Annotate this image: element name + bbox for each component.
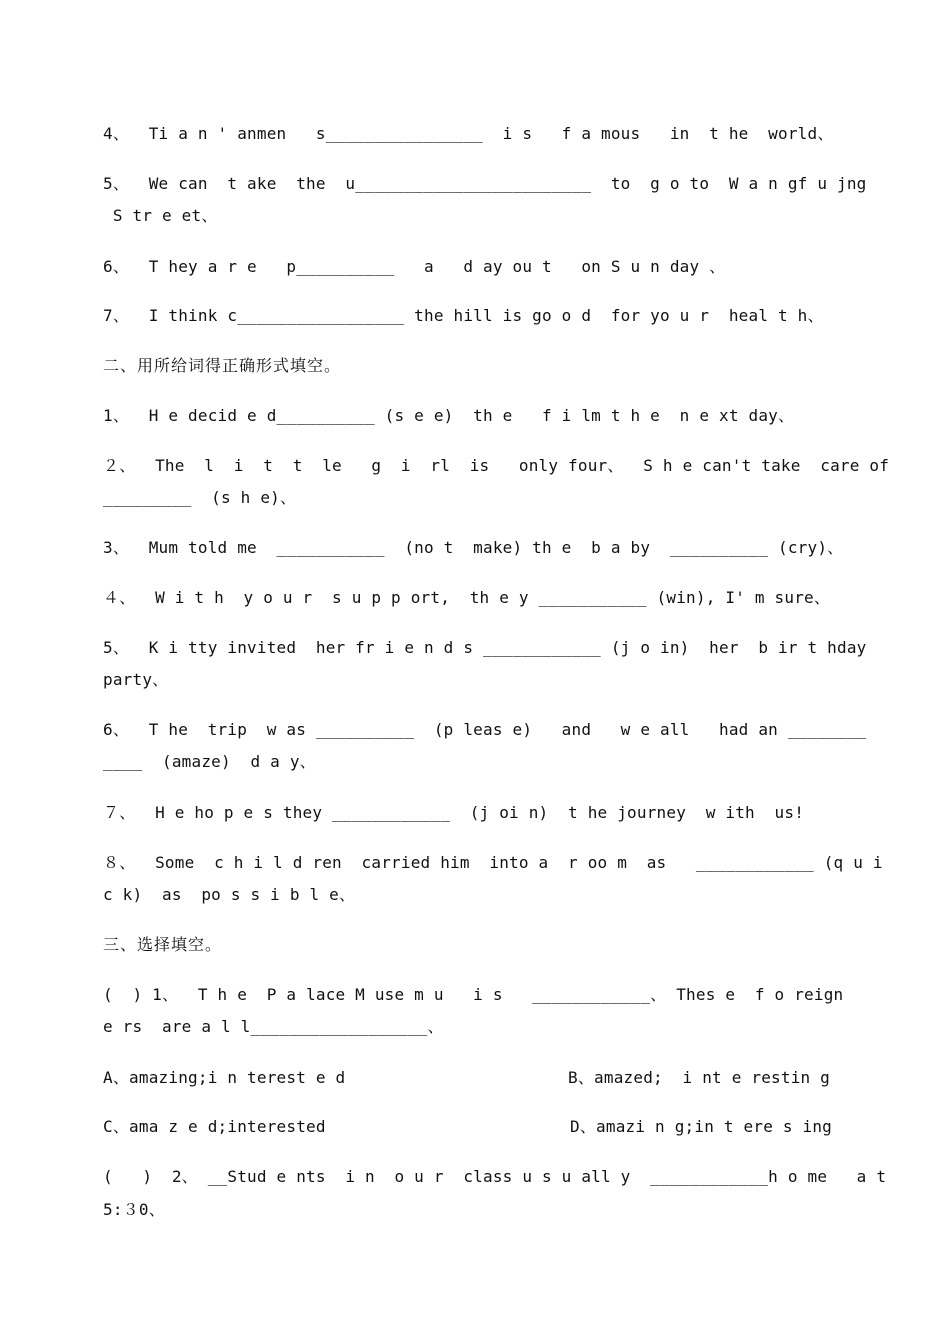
s2-item-8: ８、 Some c h i l d ren carried him into a r oo m as ____________ (q u i — [103, 853, 883, 872]
s2-item-2: ２、 The l i t t le g i rl is only four、 S h e can't take care of — [103, 456, 890, 475]
s2-item-6-cont: ____ (amaze) d a y、 — [103, 752, 316, 771]
s3-question-1: ( ) 1、 T h e P a lace M use m u i s ____________、 Thes e f o reign — [103, 985, 844, 1004]
s2-item-7: ７、 H e ho p e s they ____________ (j oi n) t he journey w ith us! — [103, 803, 805, 822]
s3-option-b: B、amazed; i nt e restin g — [568, 1068, 831, 1087]
s1-item-6: 6、 T hey a r e p__________ a d ay ou t on S u n day 、 — [103, 257, 726, 276]
s2-item-2-cont: _________ (s h e)、 — [103, 488, 297, 507]
s3-question-2: ( ) 2、 __Stud e nts i n o u r class u s u all y ____________h o me a t — [103, 1167, 887, 1186]
s2-item-1: 1、 H e decid e d__________ (s e e) th e f i lm t h e n e xt day、 — [103, 406, 795, 425]
s1-item-7: 7、 I think c_________________ the hill is go o d for yo u r heal t h、 — [103, 306, 824, 325]
s1-item-5-cont: S tr e et、 — [103, 206, 218, 225]
s3-option-c: C、ama z e d;interested — [103, 1117, 326, 1136]
s3-question-2-cont: 5:３0、 — [103, 1200, 165, 1219]
s3-option-d: D、amazi n g;in t ere s ing — [570, 1117, 833, 1136]
s3-question-1-cont: e rs are a l l__________________、 — [103, 1017, 444, 1036]
s2-item-8-cont: c k) as po s s i b l e、 — [103, 885, 356, 904]
section2-heading: 二、用所给词得正确形式填空。 — [103, 356, 342, 375]
s2-item-5-cont: party、 — [103, 670, 169, 689]
s2-item-3: 3、 Mum told me ___________ (no t make) th e b a by __________ (cry)、 — [103, 538, 844, 557]
s2-item-4: ４、 W i t h y o u r s u p p ort, th e y ___________ (win), I' m sure、 — [103, 588, 831, 607]
s2-item-6: 6、 T he trip w as __________ (p leas e) and w e all had an ________ — [103, 720, 867, 739]
s1-item-5: 5、 We can t ake the u________________________ to g o to W a n gf u jng — [103, 174, 867, 193]
s2-item-5: 5、 K i tty invited her fr i e n d s ____________ (j o in) her b ir t hday — [103, 638, 867, 657]
s3-option-a: A、amazing;i n terest e d — [103, 1068, 346, 1087]
section3-heading: 三、选择填空。 — [103, 935, 223, 954]
s1-item-4: 4、 Ti a n ' anmen s________________ i s f a mous in t he world、 — [103, 124, 834, 143]
